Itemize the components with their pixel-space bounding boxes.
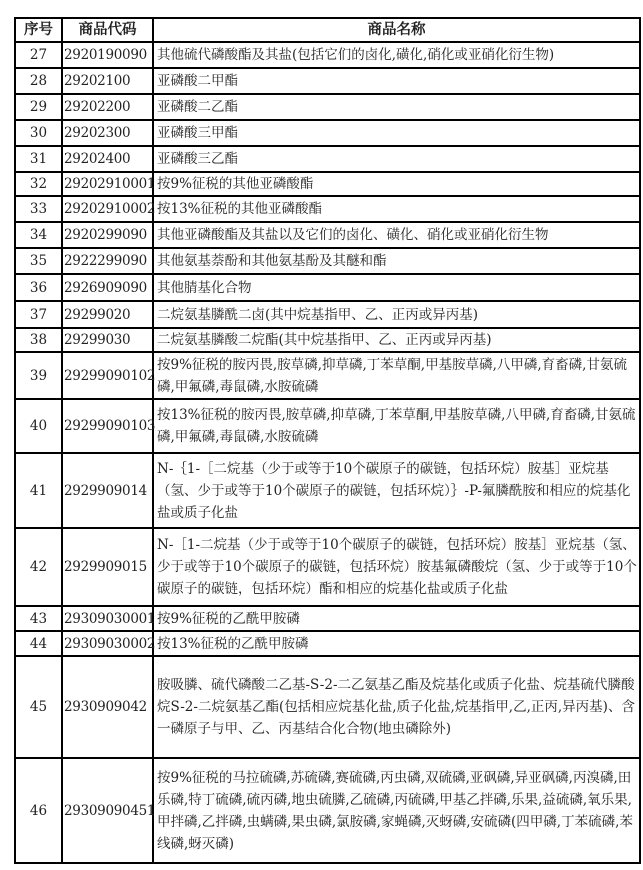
- row-number: 46: [15, 758, 62, 863]
- row-number: 43: [15, 606, 62, 631]
- table-row: [15, 758, 640, 863]
- product-code: 29202910002: [62, 196, 153, 222]
- product-name: 按13%征税的其他亚磷酸酯: [153, 196, 640, 222]
- row-number: 30: [15, 120, 62, 146]
- row-number: 40: [15, 399, 62, 453]
- row-number: 42: [15, 528, 62, 606]
- table-row: [15, 606, 640, 631]
- row-number: 41: [15, 453, 62, 528]
- product-name: 按9%征税的胺丙畏,胺草磷,抑草磷,丁苯草酮,甲基胺草磷,八甲磷,育畜磷,甘氨硫磷,甲氟磷,毒鼠磷,水胺硫磷: [153, 352, 640, 399]
- table-row: [15, 399, 640, 453]
- product-code: 29202300: [62, 120, 153, 146]
- product-name: 按9%征税的其他亚磷酸酯: [153, 172, 640, 196]
- product-code: 2922299090: [62, 248, 153, 274]
- product-code: 2929909014: [62, 453, 153, 528]
- row-number: 39: [15, 352, 62, 399]
- table-row: [15, 528, 640, 606]
- table-row: [15, 42, 640, 68]
- product-name: 亚磷酸三甲酯: [153, 120, 640, 146]
- table-row: [15, 328, 640, 352]
- product-name: 其他亚磷酸酯及其盐以及它们的卤化、磺化、硝化或亚硝化衍生物: [153, 222, 640, 248]
- table-row: [15, 68, 640, 94]
- product-name: 按13%征税的胺丙畏,胺草磷,抑草磷,丁苯草酮,甲基胺草磷,八甲磷,育畜磷,甘氨硫磷,甲氟磷,毒鼠磷,水胺硫磷: [153, 399, 640, 453]
- table-row: [15, 631, 640, 656]
- table-row: [15, 120, 640, 146]
- product-name: N-［1-二烷基（少于或等于10个碳原子的碳链，包括环烷）胺基］亚烷基（氢、少于或等于10个碳原子的碳链，包括环烷）胺基氟磷酸烷（氢、少于或等于10个碳原子的碳链，包括环烷）酯和相应的烷基化盐或质子化盐: [153, 528, 640, 606]
- product-code: 29299090102: [62, 352, 153, 399]
- header-no: 序号: [15, 18, 62, 42]
- table-row: [15, 248, 640, 274]
- product-code: 29299090103: [62, 399, 153, 453]
- table-row: [15, 222, 640, 248]
- product-code: 29202100: [62, 68, 153, 94]
- product-code: 29299020: [62, 301, 153, 328]
- header-name: 商品名称: [153, 18, 640, 42]
- table-row: [15, 656, 640, 758]
- table-row: [15, 172, 640, 196]
- table-row: [15, 301, 640, 328]
- row-number: 44: [15, 631, 62, 656]
- table-row: [15, 196, 640, 222]
- row-number: 28: [15, 68, 62, 94]
- row-number: 37: [15, 301, 62, 328]
- product-name: 按9%征税的乙酰甲胺磷: [153, 606, 640, 631]
- product-code: 29202200: [62, 94, 153, 120]
- product-name: 按9%征税的马拉硫磷,苏硫磷,赛硫磷,丙虫磷,双硫磷,亚砜磷,异亚砜磷,丙溴磷,田乐磷,特丁硫磷,硫丙磷,地虫硫膦,乙硫磷,丙硫磷,甲基乙拌磷,乐果,益硫磷,氧乐果,甲拌磷,乙拌磷,虫螨磷,果虫磷,氯胺磷,家蝇磷,灭蚜磷,安硫磷(四甲磷,丁苯硫磷,苯线磷,蚜灭磷): [153, 758, 640, 863]
- product-name: 亚磷酸三乙酯: [153, 146, 640, 172]
- table-row: [15, 352, 640, 399]
- product-name: 胺吸膦、硫代磷酸二乙基-S-2-二乙氨基乙酯及烷基化或质子化盐、烷基硫代膦酸烷S-2-二烷氨基乙酯(包括相应烷基化盐,质子化盐,烷基指甲,乙,正丙,异丙基)、含一磷原子与甲、乙、丙基结合化合物(地虫磷除外): [153, 656, 640, 758]
- row-number: 29: [15, 94, 62, 120]
- row-number: 38: [15, 328, 62, 352]
- product-name: 其他氨基萘酚和其他氨基酚及其醚和酯: [153, 248, 640, 274]
- product-name: 其他腈基化合物: [153, 274, 640, 301]
- product-code: 29309030001: [62, 606, 153, 631]
- row-number: 45: [15, 656, 62, 758]
- product-code: 29299030: [62, 328, 153, 352]
- header-code: 商品代码: [62, 18, 153, 42]
- row-number: 36: [15, 274, 62, 301]
- product-name: 二烷氨基膦酰二卤(其中烷基指甲、乙、正丙或异丙基): [153, 301, 640, 328]
- header-row: [15, 18, 640, 42]
- product-code: 2929909015: [62, 528, 153, 606]
- product-table: [14, 17, 641, 864]
- product-code: 2920299090: [62, 222, 153, 248]
- row-number: 34: [15, 222, 62, 248]
- product-name: 其他硫代磷酸酯及其盐(包括它们的卤化,磺化,硝化或亚硝化衍生物): [153, 42, 640, 68]
- product-name: 亚磷酸二乙酯: [153, 94, 640, 120]
- row-number: 33: [15, 196, 62, 222]
- table-row: [15, 274, 640, 301]
- row-number: 27: [15, 42, 62, 68]
- table-row: [15, 453, 640, 528]
- table-row: [15, 146, 640, 172]
- row-number: 31: [15, 146, 62, 172]
- product-name: 二烷氨基膦酸二烷酯(其中烷基指甲、乙、正丙或异丙基): [153, 328, 640, 352]
- product-code: 29309090451: [62, 758, 153, 863]
- product-code: 29202400: [62, 146, 153, 172]
- row-number: 32: [15, 172, 62, 196]
- product-name: 按13%征税的乙酰甲胺磷: [153, 631, 640, 656]
- product-code: 29309030002: [62, 631, 153, 656]
- product-code: 2926909090: [62, 274, 153, 301]
- row-number: 35: [15, 248, 62, 274]
- product-code: 2930909042: [62, 656, 153, 758]
- product-name: 亚磷酸二甲酯: [153, 68, 640, 94]
- product-code: 29202910001: [62, 172, 153, 196]
- product-name: N-｛1-［二烷基（少于或等于10个碳原子的碳链，包括环烷）胺基］亚烷基（氢、少于或等于10个碳原子的碳链，包括环烷）｝-P-氟膦酰胺和相应的烷基化盐或质子化盐: [153, 453, 640, 528]
- table-row: [15, 94, 640, 120]
- product-code: 2920190090: [62, 42, 153, 68]
